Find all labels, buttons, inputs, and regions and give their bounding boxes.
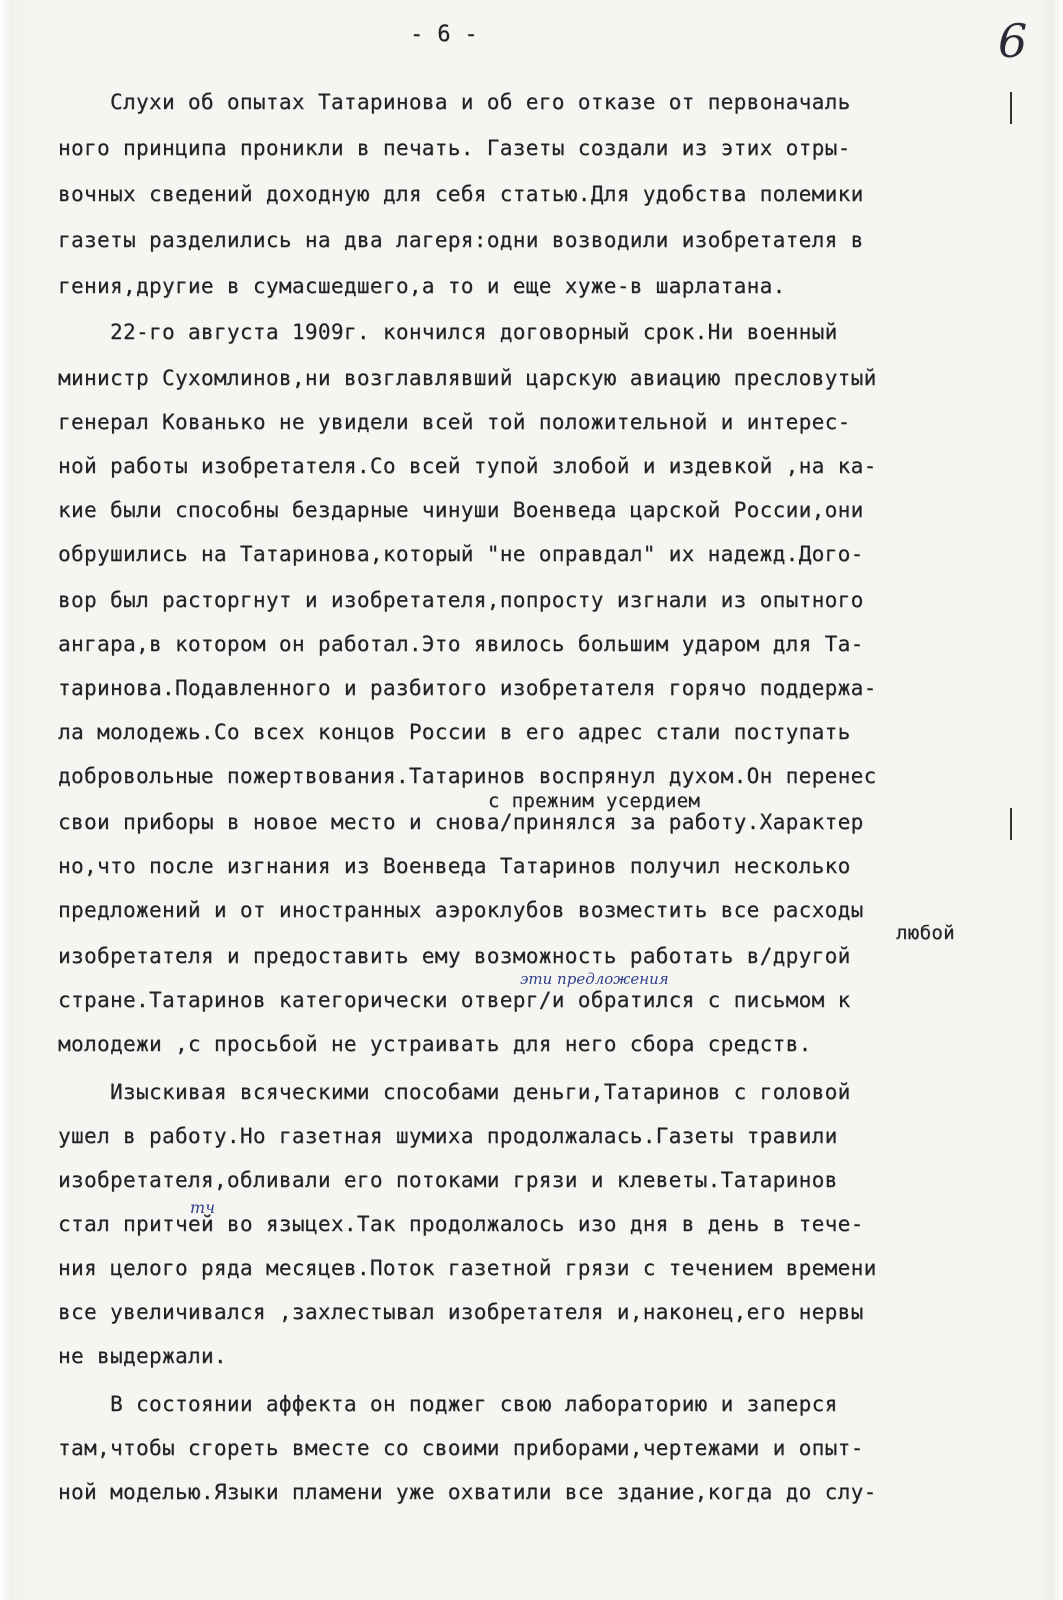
text-line: там,чтобы сгореть вместе со своими приборами,чертежами и опыт-: [58, 1436, 864, 1460]
text-line: обрушились на Татаринова,который "не оправдал" их надежд.Дого-: [58, 542, 864, 566]
text-line: гения,другие в сумасшедшего,а то и еще хуже-в шарлатана.: [58, 274, 786, 298]
text-line: стране.Татаринов категорически отверг/и обратился с письмом к: [58, 988, 851, 1012]
text-line: стал притчей во языцех.Так продолжалось изо дня в день в тече-: [58, 1212, 864, 1236]
text-line: вор был расторгнут и изобретателя,попросту изгнали из опытного: [58, 588, 864, 612]
margin-mark: [1010, 92, 1012, 124]
text-line: ушел в работу.Но газетная шумиха продолжалась.Газеты травили: [58, 1124, 838, 1148]
handwritten-insertion: эти предложения: [520, 970, 669, 988]
text-line: свои приборы в новое место и снова/принялся за работу.Характер: [58, 810, 864, 834]
margin-mark: [1010, 808, 1012, 840]
text-line: Изыскивая всяческими способами деньги,Татаринов с головой: [58, 1080, 851, 1104]
text-line: газеты разделились на два лагеря:одни возводили изобретателя в: [58, 228, 864, 252]
text-line: 22-го августа 1909г. кончился договорный срок.Ни военный: [58, 320, 838, 344]
typed-insertion: любой: [896, 922, 955, 944]
text-line: ной работы изобретателя.Со всей тупой злобой и издевкой ,на ка-: [58, 454, 877, 478]
text-line: ной моделью.Языки пламени уже охватили все здание,когда до слу-: [58, 1480, 877, 1504]
text-line: вочных сведений доходную для себя статью.Для удобства полемики: [58, 182, 864, 206]
text-line: все увеличивался ,захлестывал изобретателя и,наконец,его нервы: [58, 1300, 864, 1324]
text-line: но,что после изгнания из Военведа Татаринов получил несколько: [58, 854, 851, 878]
text-line: ла молодежь.Со всех концов России в его адрес стали поступать: [58, 720, 851, 744]
text-line: не выдержали.: [58, 1344, 227, 1368]
text-line: таринова.Подавленного и разбитого изобретателя горячо поддержа-: [58, 676, 877, 700]
page-edge-right: [1039, 0, 1063, 1600]
text-line: В состоянии аффекта он поджег свою лабораторию и заперся: [58, 1392, 838, 1416]
page-number: - 6 -: [410, 22, 478, 47]
handwritten-correction: тч: [190, 1198, 216, 1217]
text-line: добровольные пожертвования.Татаринов воспрянул духом.Он перенес: [58, 764, 877, 788]
page-edge-left: [0, 0, 28, 1600]
text-line: ангара,в котором он работал.Это явилось большим ударом для Та-: [58, 632, 864, 656]
text-line: кие были способны бездарные чинуши Военведа царской России,они: [58, 498, 864, 522]
text-line: изобретателя,обливали его потоками грязи и клеветы.Татаринов: [58, 1168, 838, 1192]
handwritten-page-number: 6: [998, 14, 1028, 68]
text-line: ного принципа проникли в печать. Газеты создали из этих отры-: [58, 136, 851, 160]
text-line: ния целого ряда месяцев.Поток газетной грязи с течением времени: [58, 1256, 877, 1280]
text-line: предложений и от иностранных аэроклубов возместить все расходы: [58, 898, 864, 922]
typed-insertion: с прежним усердием: [488, 790, 701, 812]
text-line: Слухи об опытах Татаринова и об его отказе от первоначаль: [58, 90, 851, 114]
text-line: молодежи ,с просьбой не устраивать для него сбора средств.: [58, 1032, 812, 1056]
text-line: изобретателя и предоставить ему возможность работать в/другой: [58, 944, 851, 968]
text-line: генерал Кованько не увидели всей той положительной и интерес-: [58, 410, 851, 434]
text-line: министр Сухомлинов,ни возглавлявший царскую авиацию пресловутый: [58, 366, 877, 390]
